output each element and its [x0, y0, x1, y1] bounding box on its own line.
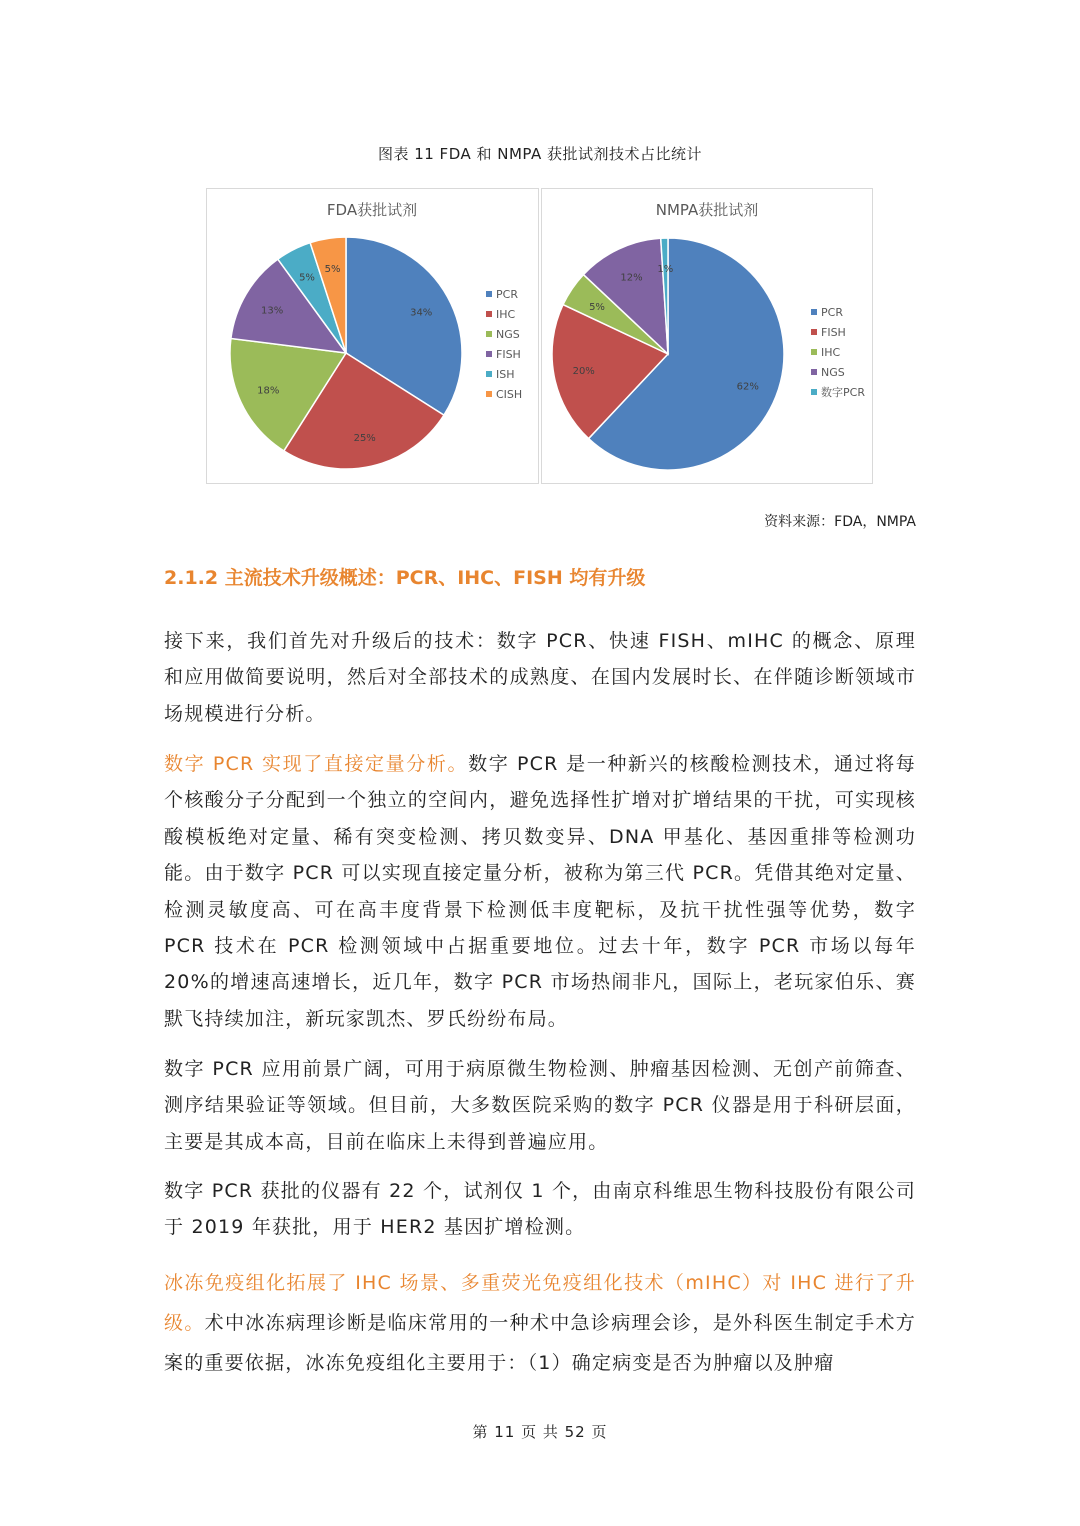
legend-label: CISH [496, 388, 523, 401]
slice-label: 20% [572, 366, 595, 378]
slice-label: 1% [657, 264, 674, 276]
slice-label: 25% [353, 432, 376, 444]
legend-swatch [811, 309, 817, 315]
slice-label: 34% [410, 307, 433, 319]
legend-swatch [811, 349, 817, 355]
legend-swatch [486, 351, 492, 357]
page-footer: 第 11 页 共 52 页 [472, 1423, 608, 1441]
legend-label: FISH [496, 348, 521, 361]
slice-label: 62% [736, 381, 759, 393]
paragraph-digital-pcr [164, 746, 916, 1037]
paragraph-digital-pcr-approvals: 数字 PCR 获批的仪器有 22 个，试剂仅 1 个，由南京科维思生物科技股份有限公司于 2019 年获批，用于 HER2 基因扩增检测。 [164, 1180, 916, 1239]
legend-label: FISH [821, 326, 846, 339]
paragraph-ihc-upgrade-text: 术中冰冻病理诊断是临床常用的一种术中急诊病理会诊，是外科医生制定手术方案的重要依据，冰冻免疫组化主要用于：（1）确定病变是否为肿瘤以及肿瘤 [164, 1312, 916, 1374]
section-heading: 2.1.2 主流技术升级概述：PCR、IHC、FISH 均有升级 [164, 567, 646, 589]
slice-label: 18% [257, 385, 280, 397]
paragraph-digital-pcr-text: 数字 PCR 是一种新兴的核酸检测技术，通过将每个核酸分子分配到一个独立的空间内，避免选择性扩增对扩增结果的干扰，可实现核酸模板绝对定量、稀有突变检测、拷贝数变异、DNA 甲基化、基因重排等检测功能。由于数字 PCR 可以实现直接定量分析，被称为第三代 PCR。凭借其绝对定量、检测灵敏度高、可在高丰度背景下检测低丰度靶标，及抗干扰性强等优势，数字 PCR 技术在 PCR 检测领域中占据重要地位。过去十年，数字 PCR 市场以每年 20%的增速高速增长，近几年，数字 PCR 市场热闹非凡，国际上，老玩家伯乐、赛默飞持续加注，新玩家凯杰、罗氏纷纷布局。 [164, 753, 917, 1030]
legend-swatch [486, 311, 492, 317]
legend-swatch [486, 371, 492, 377]
legend-swatch [811, 389, 817, 395]
highlight-digital-pcr: 数字 PCR 实现了直接定量分析。 [164, 753, 469, 775]
slice-label: 12% [620, 272, 643, 284]
slice-label: 5% [324, 264, 341, 276]
fda-pie-svg [207, 189, 538, 483]
nmpa-pie-chart [541, 188, 873, 484]
legend-swatch [811, 369, 817, 375]
paragraph-intro: 接下来，我们首先对升级后的技术：数字 PCR、快速 FISH、mIHC 的概念、原理和应用做简要说明，然后对全部技术的成熟度、在国内发展时长、在伴随诊断领域市场规模进行分析。 [164, 630, 916, 725]
figure-caption: 图表 11 FDA 和 NMPA 获批试剂技术占比统计 [377, 145, 703, 163]
slice-label: 5% [589, 301, 605, 313]
nmpa-pie-svg [542, 189, 872, 483]
legend-swatch [486, 391, 492, 397]
legend-label: NGS [496, 328, 520, 341]
legend-label: ISH [496, 368, 515, 381]
paragraph-digital-pcr-applications: 数字 PCR 应用前景广阔，可用于病原微生物检测、肿瘤基因检测、无创产前筛查、测序结果验证等领域。但目前，大多数医院采购的数字 PCR 仪器是用于科研层面，主要是其成本高，目前在临床上未得到普遍应用。 [164, 1058, 916, 1153]
legend-swatch [811, 329, 817, 335]
legend-swatch [486, 291, 492, 297]
legend-label: PCR [496, 288, 518, 301]
legend-label: IHC [821, 346, 841, 359]
legend-swatch [486, 331, 492, 337]
highlight-ihc-upgrade: 冰冻免疫组化拓展了 IHC 场景、多重荧光免疫组化技术（mIHC）对 IHC 进行了升级。 [164, 1272, 916, 1334]
paragraph-ihc-upgrade [164, 1263, 916, 1383]
chart-title: FDA获批试剂 [326, 201, 418, 219]
legend-label: NGS [821, 366, 845, 379]
slice-label: 5% [299, 272, 315, 284]
legend-label: IHC [496, 308, 516, 321]
chart-title: NMPA获批试剂 [655, 201, 759, 219]
fda-pie-chart [206, 188, 539, 484]
slice-label: 13% [260, 305, 284, 317]
source-note: 资料来源：FDA，NMPA [764, 514, 916, 530]
legend-label: 数字PCR [821, 386, 865, 399]
legend-label: PCR [821, 306, 843, 319]
